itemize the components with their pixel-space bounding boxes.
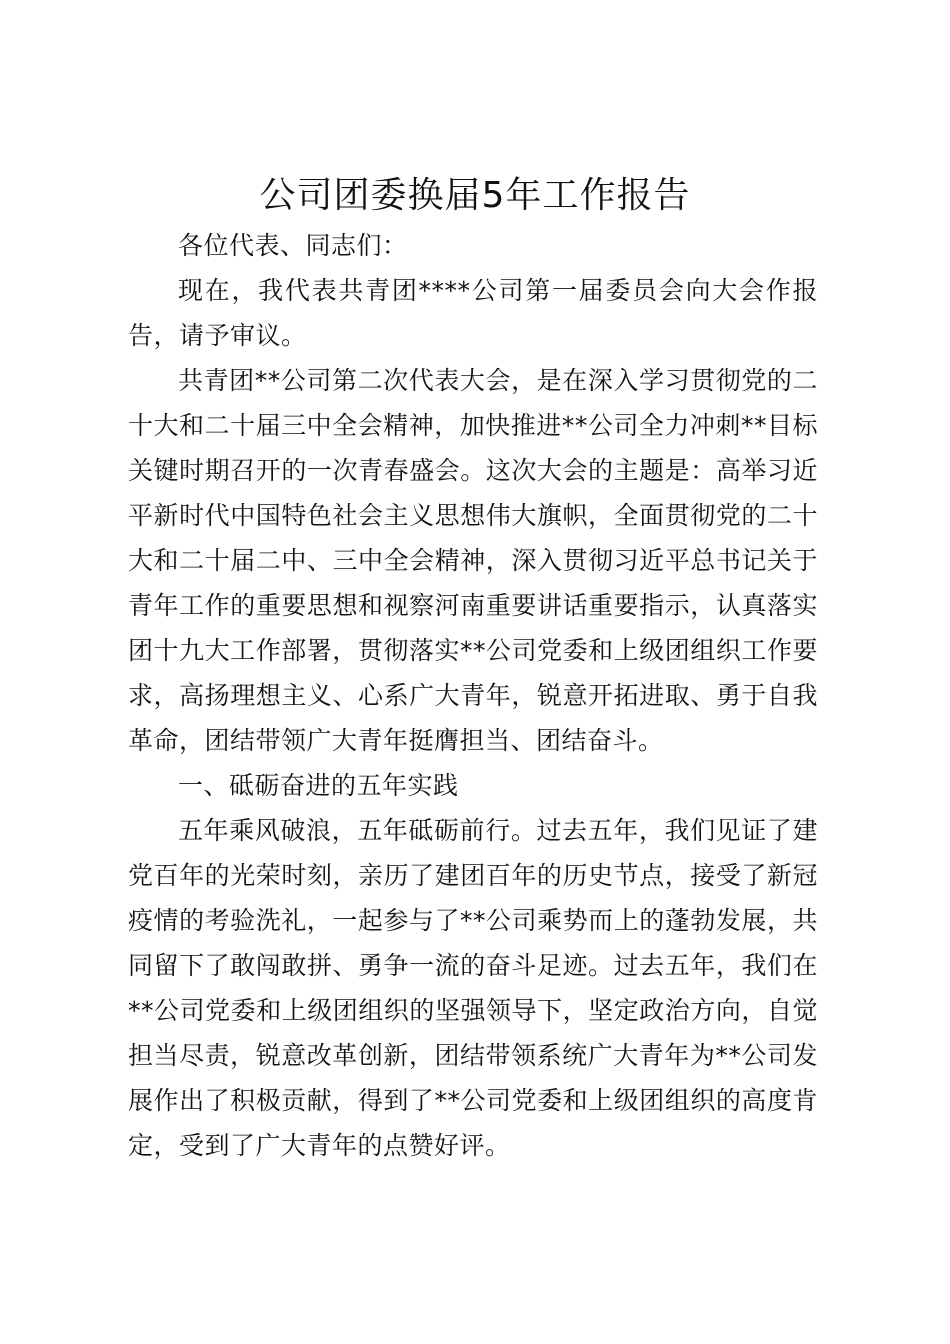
section-heading: 一、砥砺奋进的五年实践 [178,771,459,800]
paragraph-section-one: 五年乘风破浪，五年砥砺前行。过去五年，我们见证了建党百年的光荣时刻，亲历了建团百年的历史节点，接受了新冠疫情的考验洗礼，一起参与了**公司乘势而上的蓬勃发展，共同留下了敢闯敢拼、勇争一流的奋斗足迹。过去五年，我们在**公司党委和上级团组织的坚强领导下，坚定政治方向，自觉担当尽责，锐意改革创新，团结带领系统广大青年为**公司发展作出了积极贡献，得到了**公司党委和上级团组织的高度肯定，受到了广大青年的点赞好评。 [128,816,818,1160]
salutation: 各位代表、同志们： [178,231,408,260]
document-title: 公司团委换届5年工作报告 [259,175,691,216]
document-body [128,223,818,1168]
paragraph-opening: 现在，我代表共青团****公司第一届委员会向大会作报告，请予审议。 [128,276,818,350]
paragraph-theme: 共青团**公司第二次代表大会，是在深入学习贯彻党的二十大和二十届三中全会精神，加快推进**公司全力冲刺**目标关键时期召开的一次青春盛会。这次大会的主题是：高举习近平新时代中国特色社会主义思想伟大旗帜，全面贯彻党的二十大和二十届二中、三中全会精神，深入贯彻习近平总书记关于青年工作的重要思想和视察河南重要讲话重要指示，认真落实团十九大工作部署，贯彻落实**公司党委和上级团组织工作要求，高扬理想主义、心系广大青年，锐意开拓进取、勇于自我革命，团结带领广大青年挺膺担当、团结奋斗。 [128,366,818,755]
